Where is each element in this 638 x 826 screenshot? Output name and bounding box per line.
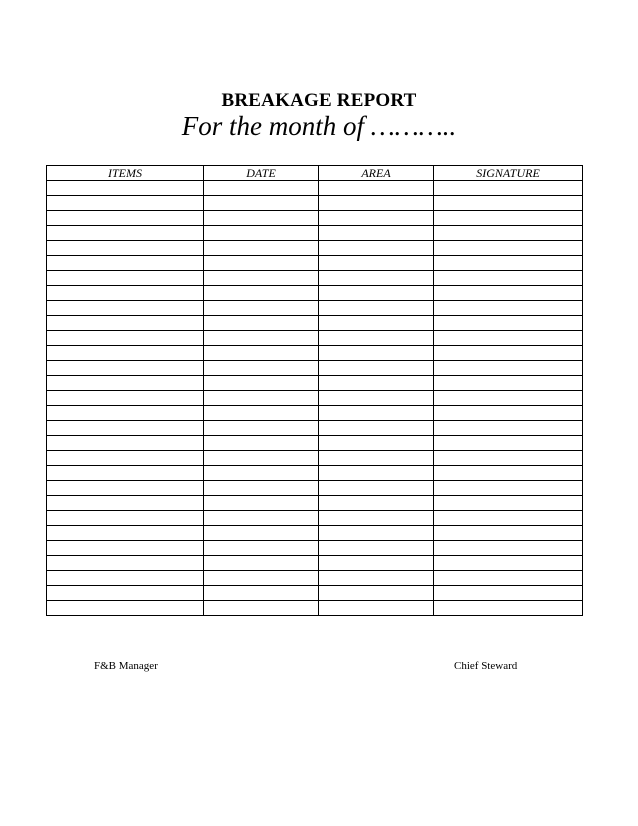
- fb-manager-signature-label: F&B Manager: [94, 660, 158, 672]
- table-row: [47, 346, 583, 361]
- column-header-date: DATE: [204, 166, 319, 181]
- signature-cell: [434, 181, 583, 196]
- items-cell: [47, 301, 204, 316]
- date-cell: [204, 256, 319, 271]
- table-row: [47, 421, 583, 436]
- items-cell: [47, 391, 204, 406]
- items-cell: [47, 421, 204, 436]
- signature-cell: [434, 511, 583, 526]
- table-row: [47, 286, 583, 301]
- items-cell: [47, 286, 204, 301]
- table-row: [47, 196, 583, 211]
- signature-cell: [434, 376, 583, 391]
- items-cell: [47, 601, 204, 616]
- items-cell: [47, 481, 204, 496]
- date-cell: [204, 346, 319, 361]
- area-cell: [319, 346, 434, 361]
- signature-cell: [434, 466, 583, 481]
- table-row: [47, 391, 583, 406]
- column-header-area: AREA: [319, 166, 434, 181]
- items-cell: [47, 181, 204, 196]
- signature-cell: [434, 481, 583, 496]
- area-cell: [319, 361, 434, 376]
- date-cell: [204, 241, 319, 256]
- signature-cell: [434, 256, 583, 271]
- area-cell: [319, 481, 434, 496]
- table-row: [47, 526, 583, 541]
- signature-cell: [434, 451, 583, 466]
- table-row: [47, 451, 583, 466]
- area-cell: [319, 391, 434, 406]
- table-row: [47, 481, 583, 496]
- table-row: [47, 271, 583, 286]
- table-row: [47, 241, 583, 256]
- report-subtitle: For the month of ………..: [181, 111, 457, 141]
- area-cell: [319, 181, 434, 196]
- table-row: [47, 211, 583, 226]
- signature-cell: [434, 211, 583, 226]
- date-cell: [204, 271, 319, 286]
- items-cell: [47, 586, 204, 601]
- table-row: [47, 436, 583, 451]
- date-cell: [204, 286, 319, 301]
- chief-steward-signature-label: Chief Steward: [454, 660, 518, 672]
- table-row: [47, 511, 583, 526]
- date-cell: [204, 556, 319, 571]
- area-cell: [319, 436, 434, 451]
- date-cell: [204, 331, 319, 346]
- date-cell: [204, 451, 319, 466]
- signature-cell: [434, 361, 583, 376]
- items-cell: [47, 511, 204, 526]
- date-cell: [204, 211, 319, 226]
- signature-cell: [434, 271, 583, 286]
- area-cell: [319, 451, 434, 466]
- area-cell: [319, 601, 434, 616]
- table-row: [47, 586, 583, 601]
- area-cell: [319, 226, 434, 241]
- area-cell: [319, 196, 434, 211]
- date-cell: [204, 541, 319, 556]
- date-cell: [204, 601, 319, 616]
- date-cell: [204, 181, 319, 196]
- area-cell: [319, 211, 434, 226]
- signature-cell: [434, 391, 583, 406]
- signature-cell: [434, 586, 583, 601]
- date-cell: [204, 376, 319, 391]
- signature-cell: [434, 601, 583, 616]
- area-cell: [319, 316, 434, 331]
- table-body: [47, 181, 583, 616]
- column-header-signature: SIGNATURE: [434, 166, 583, 181]
- table-row: [47, 466, 583, 481]
- items-cell: [47, 361, 204, 376]
- date-cell: [204, 526, 319, 541]
- date-cell: [204, 196, 319, 211]
- table-row: [47, 376, 583, 391]
- signature-cell: [434, 331, 583, 346]
- signature-cell: [434, 571, 583, 586]
- table-row: [47, 316, 583, 331]
- items-cell: [47, 271, 204, 286]
- area-cell: [319, 466, 434, 481]
- items-cell: [47, 196, 204, 211]
- items-cell: [47, 226, 204, 241]
- date-cell: [204, 391, 319, 406]
- area-cell: [319, 511, 434, 526]
- date-cell: [204, 226, 319, 241]
- date-cell: [204, 496, 319, 511]
- date-cell: [204, 571, 319, 586]
- area-cell: [319, 331, 434, 346]
- items-cell: [47, 556, 204, 571]
- table-row: [47, 256, 583, 271]
- breakage-table: [46, 165, 583, 616]
- date-cell: [204, 436, 319, 451]
- items-cell: [47, 316, 204, 331]
- items-cell: [47, 436, 204, 451]
- items-cell: [47, 496, 204, 511]
- area-cell: [319, 526, 434, 541]
- items-cell: [47, 571, 204, 586]
- table-row: [47, 331, 583, 346]
- area-cell: [319, 541, 434, 556]
- signature-cell: [434, 541, 583, 556]
- table-row: [47, 301, 583, 316]
- table-row: [47, 361, 583, 376]
- date-cell: [204, 586, 319, 601]
- items-cell: [47, 526, 204, 541]
- table-row: [47, 571, 583, 586]
- signature-cell: [434, 316, 583, 331]
- area-cell: [319, 571, 434, 586]
- report-title: BREAKAGE REPORT: [221, 90, 417, 111]
- signature-cell: [434, 436, 583, 451]
- area-cell: [319, 421, 434, 436]
- table-row: [47, 601, 583, 616]
- area-cell: [319, 271, 434, 286]
- date-cell: [204, 316, 319, 331]
- area-cell: [319, 301, 434, 316]
- area-cell: [319, 586, 434, 601]
- items-cell: [47, 331, 204, 346]
- table-row: [47, 226, 583, 241]
- area-cell: [319, 406, 434, 421]
- table-row: [47, 541, 583, 556]
- date-cell: [204, 511, 319, 526]
- table-row: [47, 556, 583, 571]
- table-row: [47, 406, 583, 421]
- date-cell: [204, 301, 319, 316]
- items-cell: [47, 211, 204, 226]
- items-cell: [47, 451, 204, 466]
- area-cell: [319, 556, 434, 571]
- signature-cell: [434, 556, 583, 571]
- date-cell: [204, 361, 319, 376]
- area-cell: [319, 286, 434, 301]
- signature-cell: [434, 421, 583, 436]
- table-header-row: [47, 166, 583, 181]
- signature-cell: [434, 241, 583, 256]
- area-cell: [319, 241, 434, 256]
- signature-cell: [434, 406, 583, 421]
- signature-cell: [434, 496, 583, 511]
- area-cell: [319, 256, 434, 271]
- signature-cell: [434, 226, 583, 241]
- table-row: [47, 181, 583, 196]
- date-cell: [204, 481, 319, 496]
- items-cell: [47, 256, 204, 271]
- signature-cell: [434, 286, 583, 301]
- items-cell: [47, 241, 204, 256]
- table-row: [47, 496, 583, 511]
- area-cell: [319, 376, 434, 391]
- date-cell: [204, 466, 319, 481]
- items-cell: [47, 466, 204, 481]
- signature-cell: [434, 301, 583, 316]
- items-cell: [47, 346, 204, 361]
- signature-cell: [434, 346, 583, 361]
- date-cell: [204, 421, 319, 436]
- items-cell: [47, 541, 204, 556]
- items-cell: [47, 376, 204, 391]
- column-header-items: ITEMS: [47, 166, 204, 181]
- area-cell: [319, 496, 434, 511]
- signature-cell: [434, 196, 583, 211]
- signature-cell: [434, 526, 583, 541]
- date-cell: [204, 406, 319, 421]
- items-cell: [47, 406, 204, 421]
